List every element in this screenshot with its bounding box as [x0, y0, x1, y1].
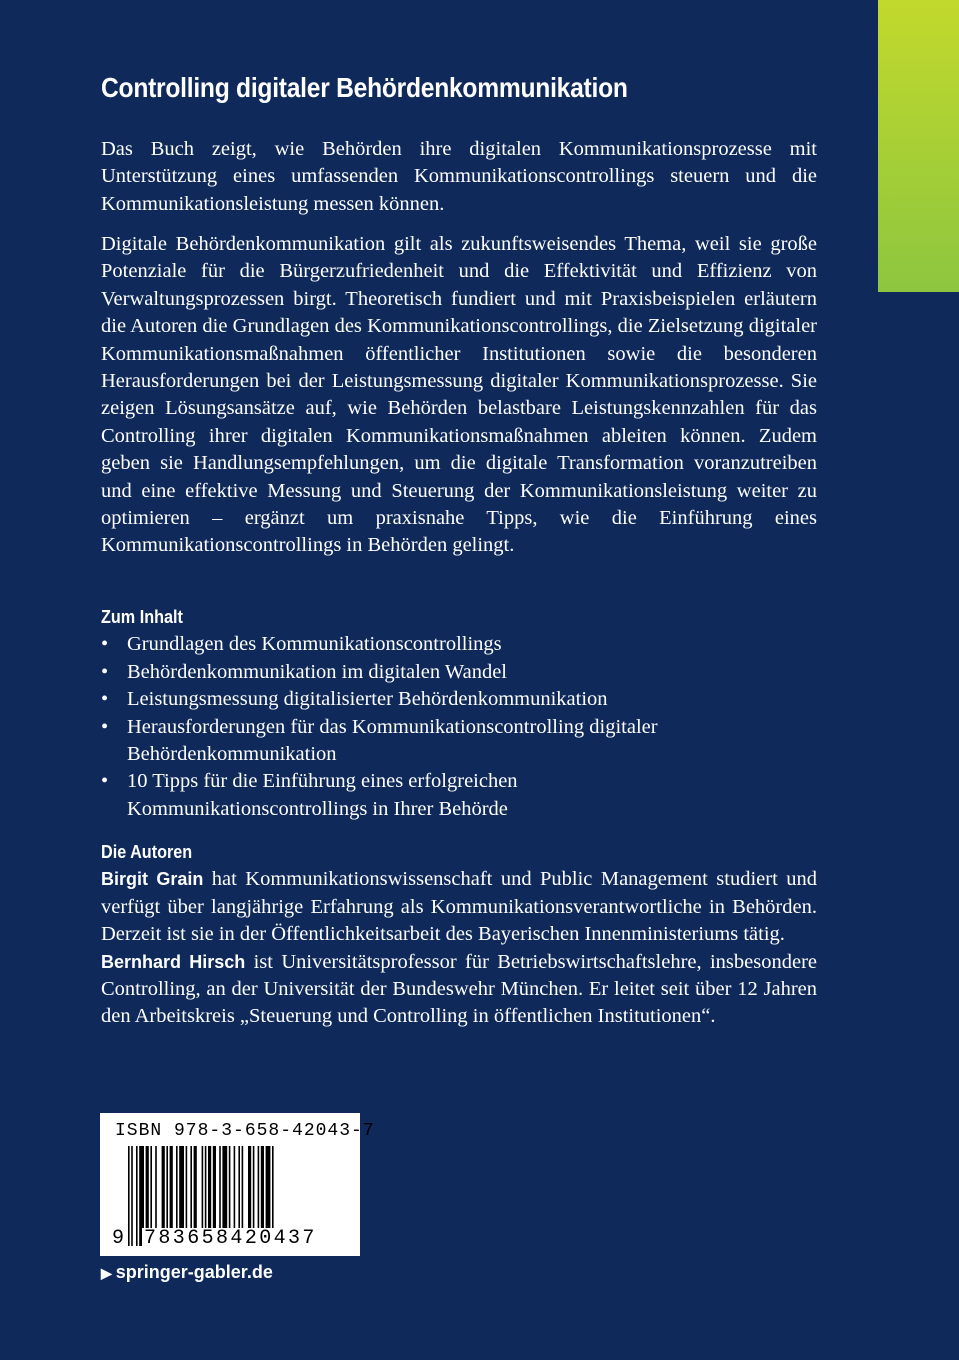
publisher-website [101, 1262, 273, 1283]
contents-item: • Grundlagen des Kommunikationscontrollings [101, 631, 817, 658]
author-entry [101, 949, 817, 1031]
barcode-bar [131, 1146, 133, 1246]
author-bio: hat Kommunikationswissenschaft und Public Management studiert und verfügt über langjährige Erfahrung als Kommunikationsverantwortliche in Behörden. Derzeit ist sie in der Öffentlichkeitsarbeit des Bayerischen Innenministeriums tätig. [101, 868, 817, 946]
author-name: Bernhard Hirsch [101, 951, 246, 972]
contents-heading: Zum Inhalt [101, 607, 183, 627]
isbn-barcode [100, 1113, 375, 1256]
description-main [101, 231, 817, 560]
ean-digits: 783658420437 [144, 1227, 317, 1250]
author-entry [101, 866, 817, 948]
website-url: springer-gabler.de [115, 1262, 273, 1282]
accent-color-bar [878, 0, 959, 292]
authors-heading: Die Autoren [101, 842, 193, 862]
barcode-bar [136, 1146, 138, 1246]
ean-first-digit: 9 [112, 1227, 125, 1250]
author-name: Birgit Grain [101, 869, 204, 890]
isbn-label: ISBN 978-3-658-42043-7 [115, 1121, 375, 1141]
contents-item: • Herausforderungen für das Kommunikationscontrolling digitaler Behördenkommunikation [101, 714, 727, 769]
contents-item: • 10 Tipps für die Einführung eines erfolgreichen Kommunikationscontrollings in Ihrer Behörde [101, 768, 737, 823]
authors-section [101, 839, 817, 1031]
paragraph-main: Digitale Behördenkommunikation gilt als zukunftsweisendes Thema, weil sie große Potenziale für die Bürgerzufriedenheit und die Effektivität und Effizienz von Verwaltungsprozessen birgt. Theoretisch fundiert und mit Praxisbeispielen erläutern die Autoren die Grundlagen des Kommunikationscontrollings, die Zielsetzung digitaler Kommunikationsmaßnahmen öffentlicher Institutionen sowie die besonderen Herausforderungen bei der Leistungsmessung digitaler Kommunikationsprozesse. Sie zeigen Lösungsansätze auf, wie Behörden belastbare Leistungskennzahlen für das Controlling ihrer digitalen Kommunikationsmaßnahmen ableiten können. Zudem geben sie Handlungsempfehlungen, um die digitale Transformation voranzutreiben und eine effektive Messung und Steuerung der Kommunikationsleistung weiter zu optimieren – ergänzt um praxisnahe Tipps, wie die Einführung eines Kommunikationscontrollings in Behörden gelingt. [101, 233, 817, 557]
author-bio: ist Universitätsprofessor für Betriebswirtschaftslehre, insbesondere Controlling, an der Universität der Bundeswehr München. Er leitet seit über 12 Jahren den Arbeitskreis „Steuerung und Controlling in öffentlichen Institutionen“. [101, 950, 817, 1028]
contents-list [101, 631, 817, 823]
paragraph-intro: Das Buch zeigt, wie Behörden ihre digitalen Kommunikationsprozesse mit Unterstützung eines umfassenden Kommunikationscontrollings steuern und die Kommunikationsleistung messen können. [101, 138, 817, 215]
description-intro [101, 136, 817, 218]
arrow-right-icon: ▶ [101, 1265, 112, 1281]
contents-item: • Leistungsmessung digitalisierter Behördenkommunikation [101, 686, 817, 713]
barcode-bar [128, 1146, 130, 1246]
contents-section [101, 604, 817, 823]
contents-item: • Behördenkommunikation im digitalen Wandel [101, 659, 817, 686]
book-title: Controlling digitaler Behördenkommunikation [101, 72, 628, 103]
